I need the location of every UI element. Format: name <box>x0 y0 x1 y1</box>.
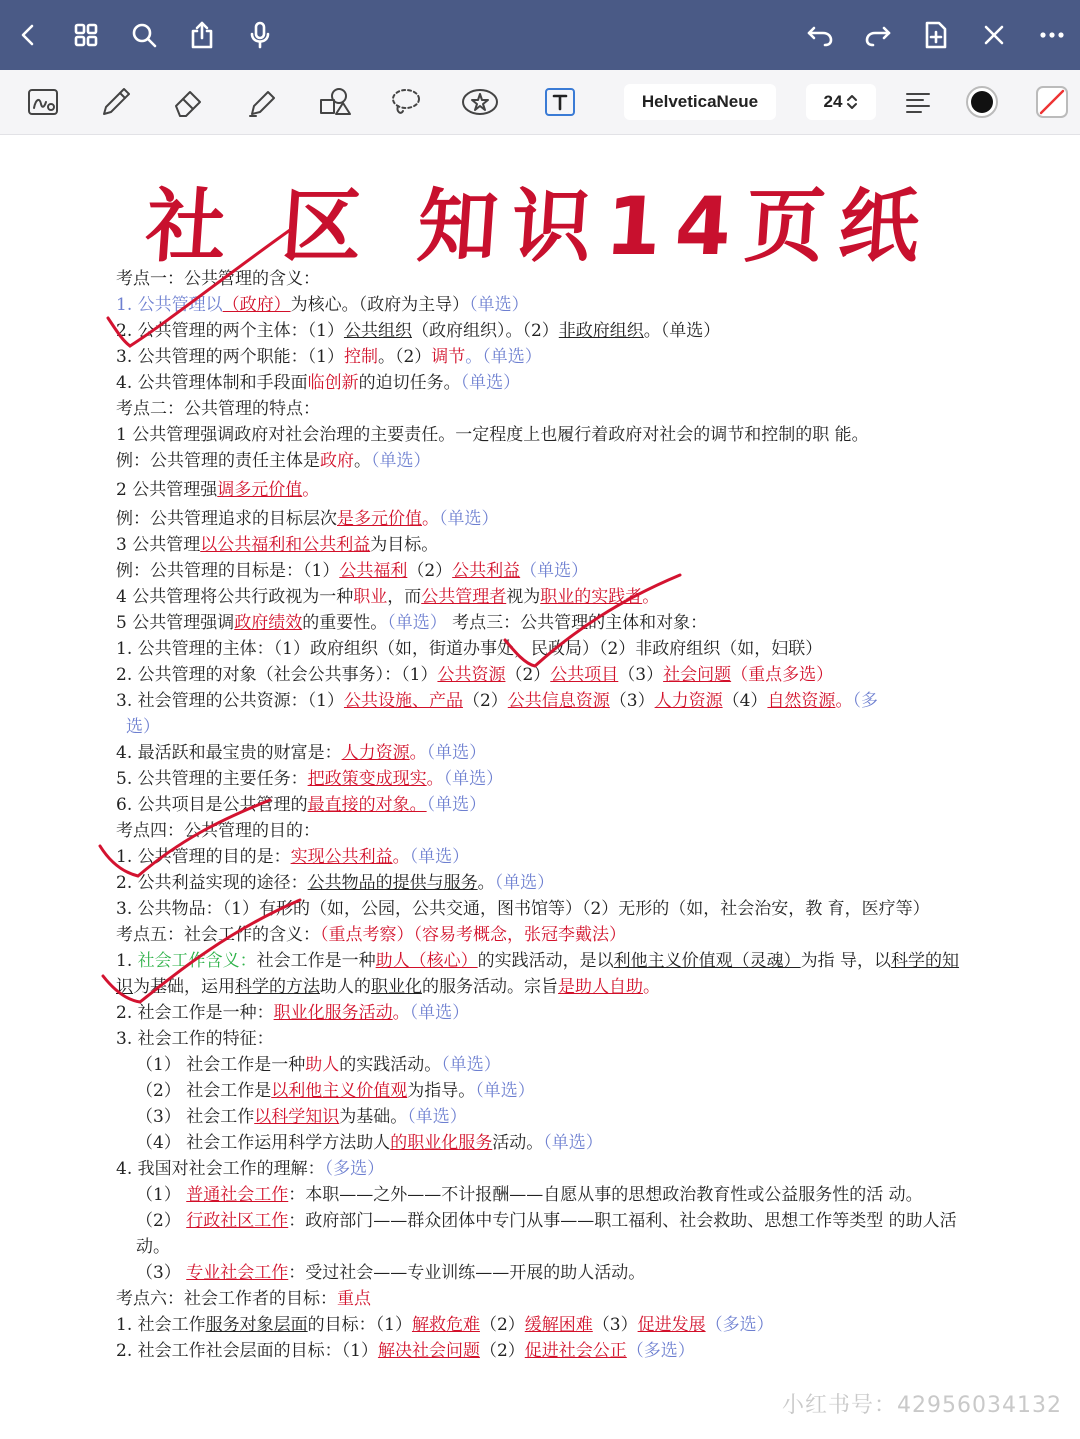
watermark: 小红书号：42956034132 <box>782 1393 1062 1418</box>
lasso-tool-icon[interactable] <box>382 80 430 124</box>
page-title: 社 区 知识14页纸 <box>142 180 937 273</box>
section-heading-6: 考点六：社会工作者的目标：重点 <box>116 1289 371 1309</box>
document-body <box>116 266 966 1364</box>
font-size-selector[interactable] <box>806 84 876 120</box>
share-icon[interactable] <box>182 14 222 56</box>
add-page-icon[interactable] <box>916 14 956 56</box>
redo-icon[interactable] <box>858 14 898 56</box>
sub-item: （1） 普通社会工作：本职——之外——不计报酬——自愿从事的思想政治教育性或公益服务性的活 动。 <box>136 1185 923 1205</box>
list-item: 2. 社会工作社会层面的目标：（1）解决社会问题（2）促进社会公正（多选） <box>116 1341 695 1361</box>
grid-view-icon[interactable] <box>66 14 106 56</box>
zoom-window-icon[interactable] <box>20 80 68 124</box>
section-heading-5: 考点五：社会工作的含义：（重点考察）（容易考概念，张冠李戴法） <box>116 925 626 945</box>
text-align-icon[interactable] <box>894 80 942 124</box>
sub-item: （2） 社会工作是以利他主义价值观为指导。（单选） <box>136 1081 535 1101</box>
list-item: 3. 社会工作的特征： <box>116 1029 274 1049</box>
font-name-selector[interactable]: HelveticaNeue <box>624 84 776 120</box>
list-item: 4. 我国对社会工作的理解：（多选） <box>116 1159 385 1179</box>
color-picker-icon[interactable] <box>958 80 1006 124</box>
shapes-tool-icon[interactable] <box>310 80 358 124</box>
text-tool-icon[interactable] <box>536 80 584 124</box>
search-icon[interactable] <box>124 14 164 56</box>
section-heading-4: 考点四：公共管理的目的： <box>116 821 320 841</box>
list-item: 6. 公共项目是公共管理的最直接的对象。（单选） <box>116 795 487 815</box>
close-icon[interactable] <box>974 14 1014 56</box>
list-item: 2. 公共管理的对象（社会公共事务）：（1）公共资源（2）公共项目（3）社会问题（重点多选） <box>116 665 834 685</box>
more-options-icon[interactable] <box>1032 14 1072 56</box>
list-item: 2. 公共管理的两个主体：（1）公共组织（政府组织）。（2）非政府组织。（单选） <box>116 321 721 341</box>
microphone-icon[interactable] <box>240 14 280 56</box>
sub-item: （4） 社会工作运用科学方法助人的职业化服务活动。（单选） <box>136 1133 603 1153</box>
list-item: 3. 公共物品：（1）有形的（如，公园，公共交通，图书馆等）（2）无形的（如，社会治安，教 育，医疗等） <box>116 899 930 919</box>
list-item: 4. 公共管理体制和手段面临创新的迫切任务。（单选） <box>116 373 521 393</box>
list-item: 1. 公共管理的目的是：实现公共利益。（单选） <box>116 847 470 867</box>
sub-item: （1） 社会工作是一种助人的实践活动。（单选） <box>136 1055 501 1075</box>
list-item: 3. 社会管理的公共资源：（1）公共设施、产品（2）公共信息资源（3）人力资源（4）自然资源。（多 <box>116 691 878 711</box>
list-item: 1. 公共管理的主体：（1）政府组织（如，街道办事处，民政局）（2）非政府组织（如，妇联） <box>116 639 823 659</box>
stepper-chevrons-icon <box>846 93 858 111</box>
undo-icon[interactable] <box>800 14 840 56</box>
list-item: 3. 公共管理的两个职能：（1）控制。（2）调节。（单选） <box>116 347 542 367</box>
list-item: 5 公共管理强调政府绩效的重要性。（单选） 考点三：公共管理的主体和对象： <box>116 613 708 633</box>
list-item-continuation: 选） <box>126 717 160 737</box>
list-item: 1. 公共管理以（政府）为核心。（政府为主导）（单选） <box>116 295 529 315</box>
list-item: 1. 社会工作服务对象层面的目标：（1）解救危难（2）缓解困难（3）促进发展（多选） <box>116 1315 774 1335</box>
list-item: 3 公共管理以公共福利和公共利益为目标。 <box>116 535 439 555</box>
example-line: 例：公共管理的责任主体是政府。（单选） <box>116 451 431 471</box>
no-fill-icon[interactable] <box>1028 80 1076 124</box>
eraser-tool-icon[interactable] <box>164 80 212 124</box>
list-item: 4 公共管理将公共行政视为一种职业，而公共管理者视为职业的实践者。 <box>116 587 660 607</box>
section-heading-1: 考点一：公共管理的含义： <box>116 269 320 289</box>
sub-item: （3） 专业社会工作：受过社会——专业训练——开展的助人活动。 <box>136 1263 646 1283</box>
pen-tool-icon[interactable] <box>92 80 140 124</box>
highlighter-tool-icon[interactable] <box>238 80 286 124</box>
list-item: 1. 社会工作含义：社会工作是一种助人（核心）的实践活动，是以利他主义价值观（灵魂）为指 导，以科学的知识为基础，运用科学的方法助人的职业化的服务活动。宗旨是助人自助。 <box>116 951 960 997</box>
sub-item: （2） 行政社区工作：政府部门——群众团体中专门从事——职工福利、社会救助、思想工作等类型 的助人活动。 <box>136 1211 957 1257</box>
back-chevron-icon[interactable] <box>8 14 48 56</box>
list-item: 5. 公共管理的主要任务：把政策变成现实。（单选） <box>116 769 504 789</box>
sub-item: （3） 社会工作以科学知识为基础。（单选） <box>136 1107 467 1127</box>
section-heading-2: 考点二：公共管理的特点： <box>116 399 320 419</box>
list-item: 4. 最活跃和最宝贵的财富是：人力资源。（单选） <box>116 743 487 763</box>
example-line: 例：公共管理追求的目标层次是多元价值。（单选） <box>116 509 499 529</box>
font-size-value: 24 <box>823 92 843 111</box>
list-item: 2. 公共利益实现的途径：公共物品的提供与服务。（单选） <box>116 873 555 893</box>
list-item: 2 公共管理强调多元价值。 <box>116 480 320 500</box>
list-item: 1 公共管理强调政府对社会治理的主要责任。一定程度上也履行着政府对社会的调节和控制的职 能。 <box>116 425 869 445</box>
example-line: 例：公共管理的目标是：（1）公共福利（2）公共利益（单选） <box>116 561 589 581</box>
top-navigation-bar <box>0 0 1080 70</box>
drawing-toolbar <box>0 70 1080 135</box>
list-item: 2. 社会工作是一种：职业化服务活动。（单选） <box>116 1003 470 1023</box>
section-heading-3: 考点三：公共管理的主体和对象： <box>446 613 708 633</box>
sticker-tool-icon[interactable] <box>456 80 504 124</box>
